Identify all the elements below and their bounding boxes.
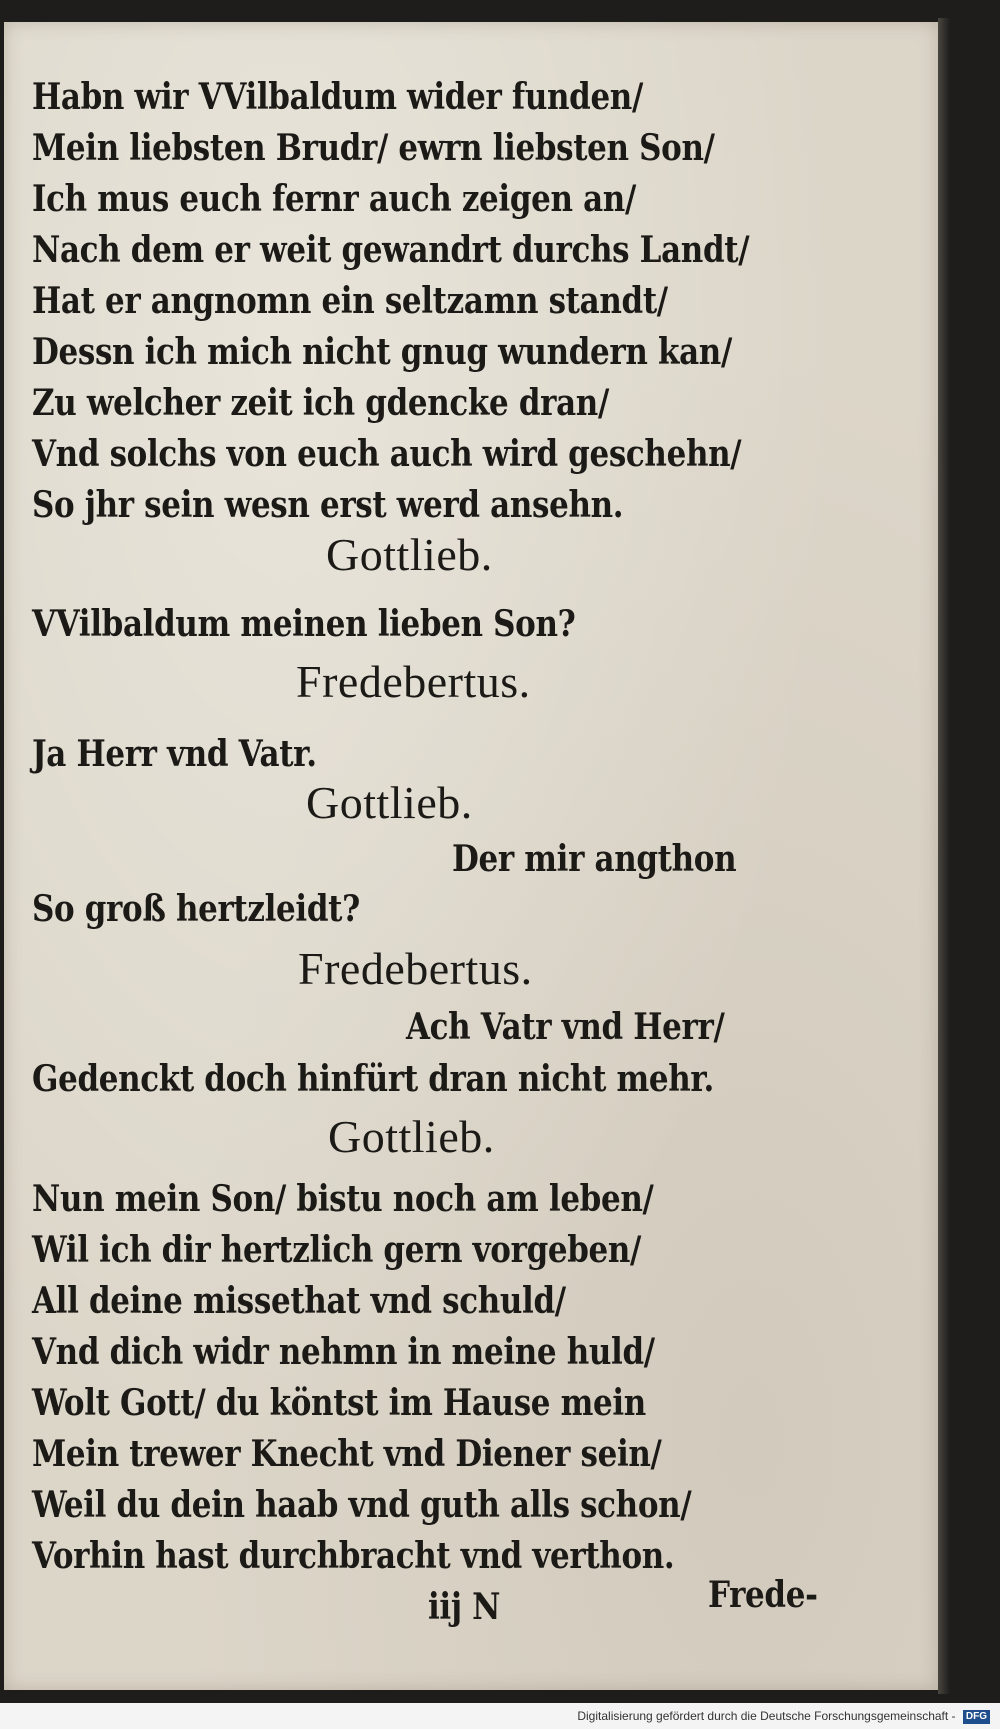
verse-line-6: Dessn ich mich nicht gnug wundern kan/	[32, 331, 732, 373]
speaker-heading: Fredebertus.	[296, 656, 531, 707]
signature-mark: iij N	[428, 1586, 501, 1628]
verse-line-10: VVilbaldum meinen lieben Son?	[32, 603, 576, 645]
speaker-heading: Gottlieb.	[306, 777, 473, 828]
verse-line-22: Weil du dein haab vnd guth alls schon/	[32, 1484, 692, 1526]
catchword: Frede-	[708, 1574, 818, 1616]
verse-line-7: Zu welcher zeit ich gdencke dran/	[32, 382, 609, 424]
verse-line-8: Vnd solchs von euch auch wird geschehn/	[32, 433, 742, 475]
verse-line-17: Wil ich dir hertzlich gern vorgeben/	[32, 1229, 642, 1271]
verse-line-19: Vnd dich widr nehmn in meine huld/	[32, 1331, 655, 1373]
speaker-heading: Fredebertus.	[298, 943, 533, 994]
dfg-logo: DFG	[963, 1710, 990, 1724]
verse-line-12: Der mir angthon	[452, 838, 737, 880]
verse-line-16: Nun mein Son/ bistu noch am leben/	[32, 1178, 654, 1220]
verse-line-4: Nach dem er weit gewandrt durchs Landt/	[32, 229, 750, 271]
verse-line-5: Hat er angnomn ein seltzamn standt/	[32, 280, 668, 322]
verse-line-15: Gedenckt doch hinfürt dran nicht mehr.	[32, 1058, 714, 1100]
verse-line-13: So groß hertzleidt?	[32, 888, 360, 930]
speaker-heading: Gottlieb.	[326, 529, 493, 580]
page-edge-shadow	[938, 18, 950, 1694]
verse-line-14: Ach Vatr vnd Herr/	[406, 1006, 725, 1048]
verse-line-2: Mein liebsten Brudr/ ewrn liebsten Son/	[32, 127, 715, 169]
verse-line-20: Wolt Gott/ du köntst im Hause mein	[32, 1382, 646, 1424]
verse-line-21: Mein trewer Knecht vnd Diener sein/	[32, 1433, 662, 1475]
digitization-credit: Digitalisierung gefördert durch die Deutsche Forschungsgemeinschaft -	[577, 1709, 956, 1723]
digitization-credit-bar	[0, 1703, 1000, 1729]
verse-line-1: Habn wir VVilbaldum wider funden/	[32, 76, 643, 118]
verse-line-18: All deine missethat vnd schuld/	[32, 1280, 566, 1322]
verse-line-9: So jhr sein wesn erst werd ansehn.	[32, 484, 624, 526]
speaker-heading: Gottlieb.	[328, 1111, 495, 1162]
verse-line-23: Vorhin hast durchbracht vnd verthon.	[32, 1535, 675, 1577]
verse-line-11: Ja Herr vnd Vatr.	[32, 733, 317, 775]
verse-line-3: Ich mus euch fernr auch zeigen an/	[32, 178, 636, 220]
